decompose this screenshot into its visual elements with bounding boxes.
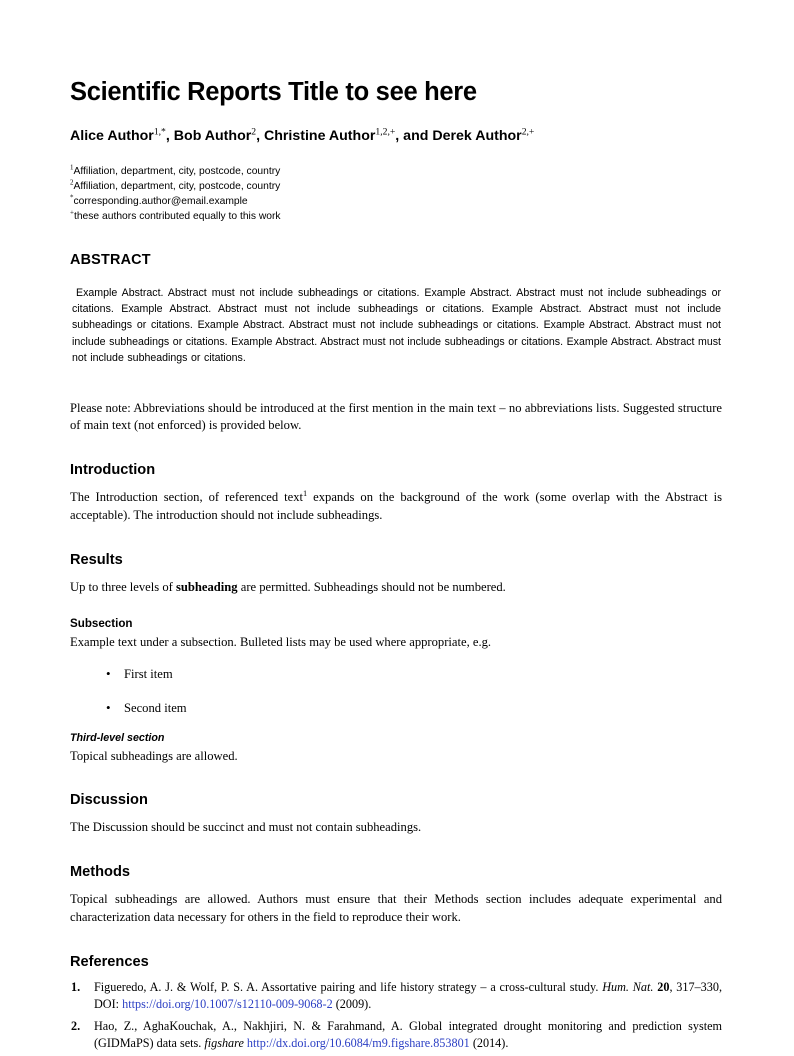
paper-page bbox=[70, 0, 722, 1056]
author-entry bbox=[264, 128, 395, 144]
results-bold-term: subheading bbox=[175, 580, 238, 595]
affiliation-line bbox=[70, 164, 722, 179]
author-separator: , bbox=[165, 128, 174, 145]
reference-year: (2009). bbox=[332, 996, 372, 1011]
section-heading-results: Results bbox=[70, 552, 123, 569]
affiliation-line bbox=[70, 179, 722, 194]
reference-item bbox=[70, 979, 722, 1018]
results-body bbox=[70, 568, 722, 597]
bulleted-list bbox=[70, 652, 722, 718]
subsection-body: Example text under a subsection. Bulleted lists may be used where appropriate, e.g. bbox=[70, 634, 492, 649]
author-name: Derek Author bbox=[432, 128, 522, 145]
reference-doi-link[interactable]: https://doi.org/10.1007/s12110-009-9068-2 bbox=[122, 996, 333, 1011]
section-heading-discussion: Discussion bbox=[70, 792, 148, 809]
affiliation-list bbox=[70, 145, 722, 225]
list-item: • Second item bbox=[70, 700, 722, 718]
reference-authors-title: Figueredo, A. J. & Wolf, P. S. A. Assortative pairing and life history strategy – a cross-cultural study. bbox=[94, 980, 603, 995]
affiliation-mark: 2 bbox=[70, 178, 74, 187]
section-heading-methods: Methods bbox=[70, 864, 130, 881]
affiliation-text: Affiliation, department, city, postcode, country bbox=[73, 181, 281, 193]
section-heading-references: References bbox=[70, 954, 149, 971]
third-level-heading: Third-level section bbox=[70, 731, 165, 744]
results-text-lead: Up to three levels of bbox=[70, 580, 176, 595]
author-affiliation-marks: 2 bbox=[251, 126, 257, 138]
reference-volume: 20 bbox=[657, 980, 670, 995]
author-affiliation-marks: 1,* bbox=[153, 126, 166, 138]
reference-year: (2014). bbox=[469, 1035, 509, 1050]
author-separator: , bbox=[256, 128, 264, 145]
author-entry bbox=[174, 128, 256, 144]
please-note-paragraph: Please note: Abbreviations should be introduced at the first mention in the main text – no abbreviations lists. Suggested structure of main text (not enforced) is provided below. bbox=[70, 400, 722, 433]
author-entry bbox=[70, 128, 166, 144]
reference-authors-title: Hao, Z., AghaKouchak, A., Nakhjiri, N. & Farahmand, A. Global integrated drought monitoring and prediction system (GIDMaPS) data sets. bbox=[94, 1018, 722, 1050]
author-name: Bob Author bbox=[173, 128, 252, 145]
section-heading-introduction: Introduction bbox=[70, 462, 156, 479]
abstract-body: Example Abstract. Abstract must not include subheadings or citations. Example Abstract. Abstract must not include subheadings or citations. Example Abstract. Abstract must not include subheadings or citations. Example Abstract. Abstract must not include subheadings or citations. Example Abstract. Abstract must not include subheadings or citations. Example Abstract. Abstract must not include subheadings or citations. Example Abstract. Abstract must not include subheadings or citations. Example Abstract. Abstract must not include subheadings or citations. bbox=[72, 286, 721, 365]
author-list bbox=[70, 106, 722, 145]
affiliation-text: Affiliation, department, city, postcode, country bbox=[73, 166, 281, 178]
citation-marker: 1 bbox=[303, 489, 308, 499]
affiliation-line bbox=[70, 194, 722, 209]
reference-pages: , 317–330, DOI: bbox=[94, 980, 723, 1011]
corresponding-author-email: corresponding.author@email.example bbox=[73, 196, 248, 208]
introduction-text-after-citation: expands on the background of the work (some overlap with the Abstract is acceptable). The introduction should not include subheadings. bbox=[70, 490, 722, 523]
methods-body: Topical subheadings are allowed. Authors must ensure that their Methods section includes adequate experimental and characterization data necessary for others in the field to reproduce their work. bbox=[70, 892, 722, 925]
author-affiliation-marks: 1,2,+ bbox=[375, 126, 396, 138]
affiliation-mark: * bbox=[70, 193, 74, 202]
author-affiliation-marks: 2,+ bbox=[521, 126, 535, 138]
author-separator: , and bbox=[395, 128, 433, 145]
affiliation-mark: + bbox=[70, 209, 74, 218]
reference-journal: figshare bbox=[204, 1035, 244, 1050]
reference-doi-link[interactable]: http://dx.doi.org/10.6084/m9.figshare.853801 bbox=[246, 1035, 470, 1050]
results-text-trail: are permitted. Subheadings should not be numbered. bbox=[237, 580, 506, 595]
list-item: • First item bbox=[70, 666, 722, 700]
author-entry bbox=[432, 128, 534, 144]
affiliation-line bbox=[70, 209, 722, 224]
subsection-heading: Subsection bbox=[70, 616, 133, 630]
affiliation-mark: 1 bbox=[70, 163, 74, 172]
affiliation-text: these authors contributed equally to this work bbox=[73, 211, 281, 223]
introduction-text-before-citation: The Introduction section, of referenced text bbox=[70, 490, 304, 505]
author-name: Alice Author bbox=[70, 128, 154, 145]
reference-journal: Hum. Nat. bbox=[602, 980, 654, 995]
page-title: Scientific Reports Title to see here bbox=[70, 78, 477, 106]
discussion-body: The Discussion should be succinct and must not contain subheadings. bbox=[70, 820, 422, 835]
reference-list bbox=[70, 970, 722, 1056]
introduction-body bbox=[70, 478, 722, 525]
third-level-body: Topical subheadings are allowed. bbox=[70, 748, 238, 763]
abstract-heading: ABSTRACT bbox=[70, 251, 151, 268]
reference-item bbox=[70, 1018, 722, 1056]
author-name: Christine Author bbox=[263, 128, 376, 145]
